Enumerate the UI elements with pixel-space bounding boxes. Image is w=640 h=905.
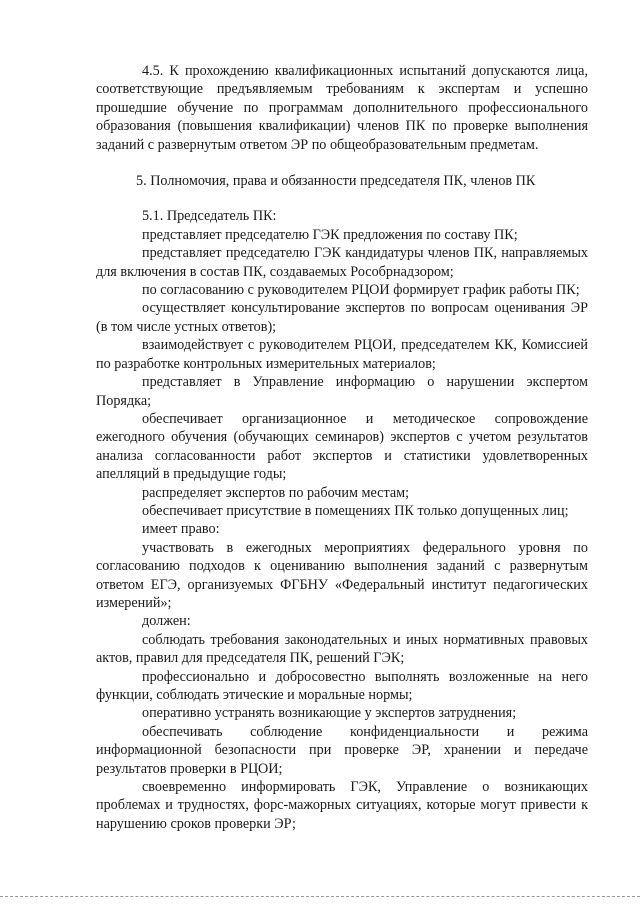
list-item: представляет в Управление информацию о нарушении экспертом Порядка;: [96, 374, 588, 409]
list-item: обеспечивать соблюдение конфиденциальности и режима информационной безопасности при проверке ЭР, хранении и передаче результатов проверки в РЦОИ;: [96, 723, 588, 777]
list-item: представляет председателю ГЭК кандидатуры членов ПК, направляемых для включения в состав ПК, создаваемых Рособрнадзором;: [96, 245, 588, 280]
list-item: своевременно информировать ГЭК, Управление о возникающих проблемах и трудностях, форс-мажорных ситуациях, которые могут привести к нарушению сроков проверки ЭР;: [96, 779, 588, 832]
list-item: взаимодействует с руководителем РЦОИ, председателем КК, Комиссией по разработке контрольных измерительных материалов;: [96, 337, 588, 372]
list-item: распределяет экспертов по рабочим местам;: [142, 484, 410, 501]
list-item: обеспечивает организационное и методическое сопровождение ежегодного обучения (обучающих семинаров) экспертов с учетом результатов анализа согласованности работ экспертов и статистики удовлетворенных апелляций в предыдущие годы;: [96, 410, 588, 483]
paragraph-5-1: 5.1. Председатель ПК:: [142, 208, 277, 225]
section-5-title: 5. Полномочия, права и обязанности председателя ПК, членов ПК: [136, 173, 536, 190]
list-item: оперативно устранять возникающие у экспертов затруднения;: [142, 705, 517, 722]
list-item: участвовать в ежегодных мероприятиях федерального уровня по согласованию подходов к оцениванию выполнения заданий с развернутым ответом ЕГЭ, организуемых ФГБНУ «Федеральный институт педагогических измерений»;: [96, 539, 588, 611]
list-item: осуществляет консультирование экспертов по вопросам оценивания ЭР (в том числе устных ответов);: [96, 300, 588, 335]
paragraph-4-5: 4.5. К прохождению квалификационных испытаний допускаются лица, соответствующие предъявляемым требованиям к экспертам и успешно прошедшие обучение по программам дополнительного профессионального образования (повышения квалификации) членов ПК по проверке выполнения заданий с развернутым ответом ЭР по общеобразовательным предметам.: [96, 63, 588, 153]
list-item: обеспечивает присутствие в помещениях ПК только допущенных лиц;: [142, 502, 569, 519]
list-item: представляет председателю ГЭК предложения по составу ПК;: [142, 226, 518, 243]
page-bottom-scan-edge: [0, 896, 640, 897]
list-item: соблюдать требования законодательных и иных нормативных правовых актов, правил для председателя ПК, решений ГЭК;: [96, 631, 588, 667]
document-body: [96, 62, 588, 833]
list-item: по согласованию с руководителем РЦОИ формирует график работы ПК;: [142, 282, 580, 299]
list-item: профессионально и добросовестно выполнять возложенные на него функции, соблюдать этические и моральные нормы;: [96, 668, 588, 703]
list-item: должен:: [142, 613, 191, 630]
list-item: имеет право:: [142, 521, 220, 538]
